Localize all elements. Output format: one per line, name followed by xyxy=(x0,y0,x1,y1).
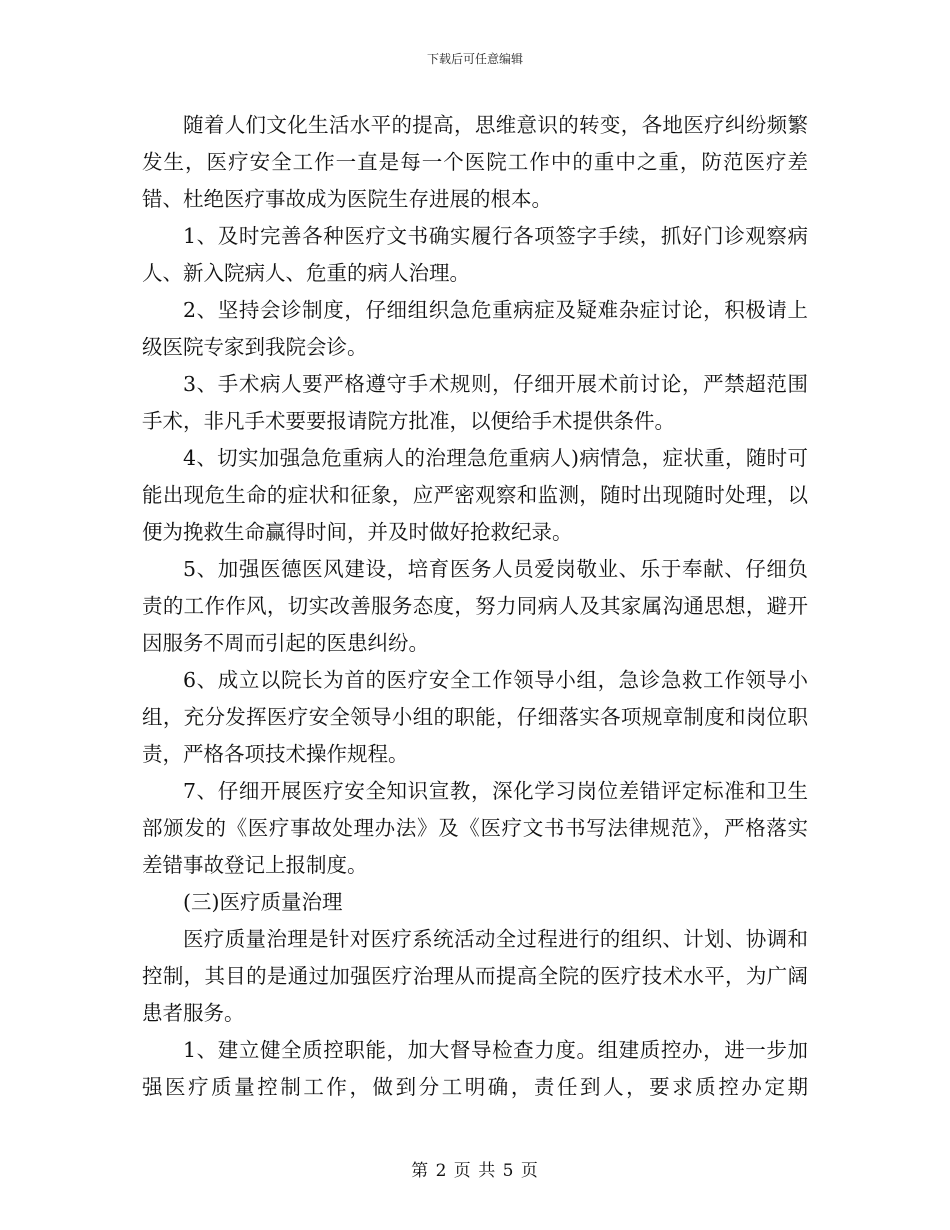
section-heading-quality: (三)医疗质量治理 xyxy=(183,890,343,914)
paragraph-item-7: 7、仔细开展医疗安全知识宣教，深化学习岗位差错评定标准和卫生部颁发的《医疗事故处理办法》及《医疗文书书写法律规范》，严格落实差错事故登记上报制度。 xyxy=(142,779,808,877)
page-header: 下载后可任意编辑 xyxy=(426,52,523,66)
paragraph-item-5: 5、加强医德医风建设，培育医务人员爱岗敬业、乐于奉献、仔细负责的工作作风，切实改善服务态度，努力同病人及其家属沟通思想，避开因服务不周而引起的医患纠纷。 xyxy=(142,557,808,655)
paragraph-item-4: 4、切实加强急危重病人的治理急危重病人)病情急，症状重，随时可能出现危生命的症状和征象，应严密观察和监测，随时出现随时处理，以便为挽救生命赢得时间，并及时做好抢救纪录。 xyxy=(142,446,808,544)
paragraph-quality-intro: 医疗质量治理是针对医疗系统活动全过程进行的组织、计划、协调和控制，其目的是通过加强医疗治理从而提高全院的医疗技术水平，为广阔患者服务。 xyxy=(142,927,808,1025)
page-number: 第 2 页 共 5 页 xyxy=(411,1161,539,1181)
page-footer xyxy=(0,1156,950,1181)
paragraph-item-1: 1、及时完善各种医疗文书确实履行各项签字手续，抓好门诊观察病人、新入院病人、危重的病人治理。 xyxy=(142,224,808,285)
paragraph-intro: 随着人们文化生活水平的提高，思维意识的转变，各地医疗纠纷频繁发生，医疗安全工作一直是每一个医院工作中的重中之重，防范医疗差错、杜绝医疗事故成为医院生存进展的根本。 xyxy=(142,113,808,211)
paragraph-item-6: 6、成立以院长为首的医疗安全工作领导小组，急诊急救工作领导小组，充分发挥医疗安全领导小组的职能，仔细落实各项规章制度和岗位职责，严格各项技术操作规程。 xyxy=(142,668,808,766)
document-body xyxy=(142,107,808,1106)
paragraph-quality-item-1: 1、建立健全质控职能，加大督导检查力度。组建质控办，进一步加强医疗质量控制工作，做到分工明确，责任到人，要求质控办定期 xyxy=(142,1038,808,1099)
paragraph-item-2: 2、坚持会诊制度，仔细组织急危重病症及疑难杂症讨论，积极请上级医院专家到我院会诊。 xyxy=(142,298,808,359)
paragraph-item-3: 3、手术病人要严格遵守手术规则，仔细开展术前讨论，严禁超范围手术，非凡手术要要报请院方批准，以便给手术提供条件。 xyxy=(142,372,808,433)
